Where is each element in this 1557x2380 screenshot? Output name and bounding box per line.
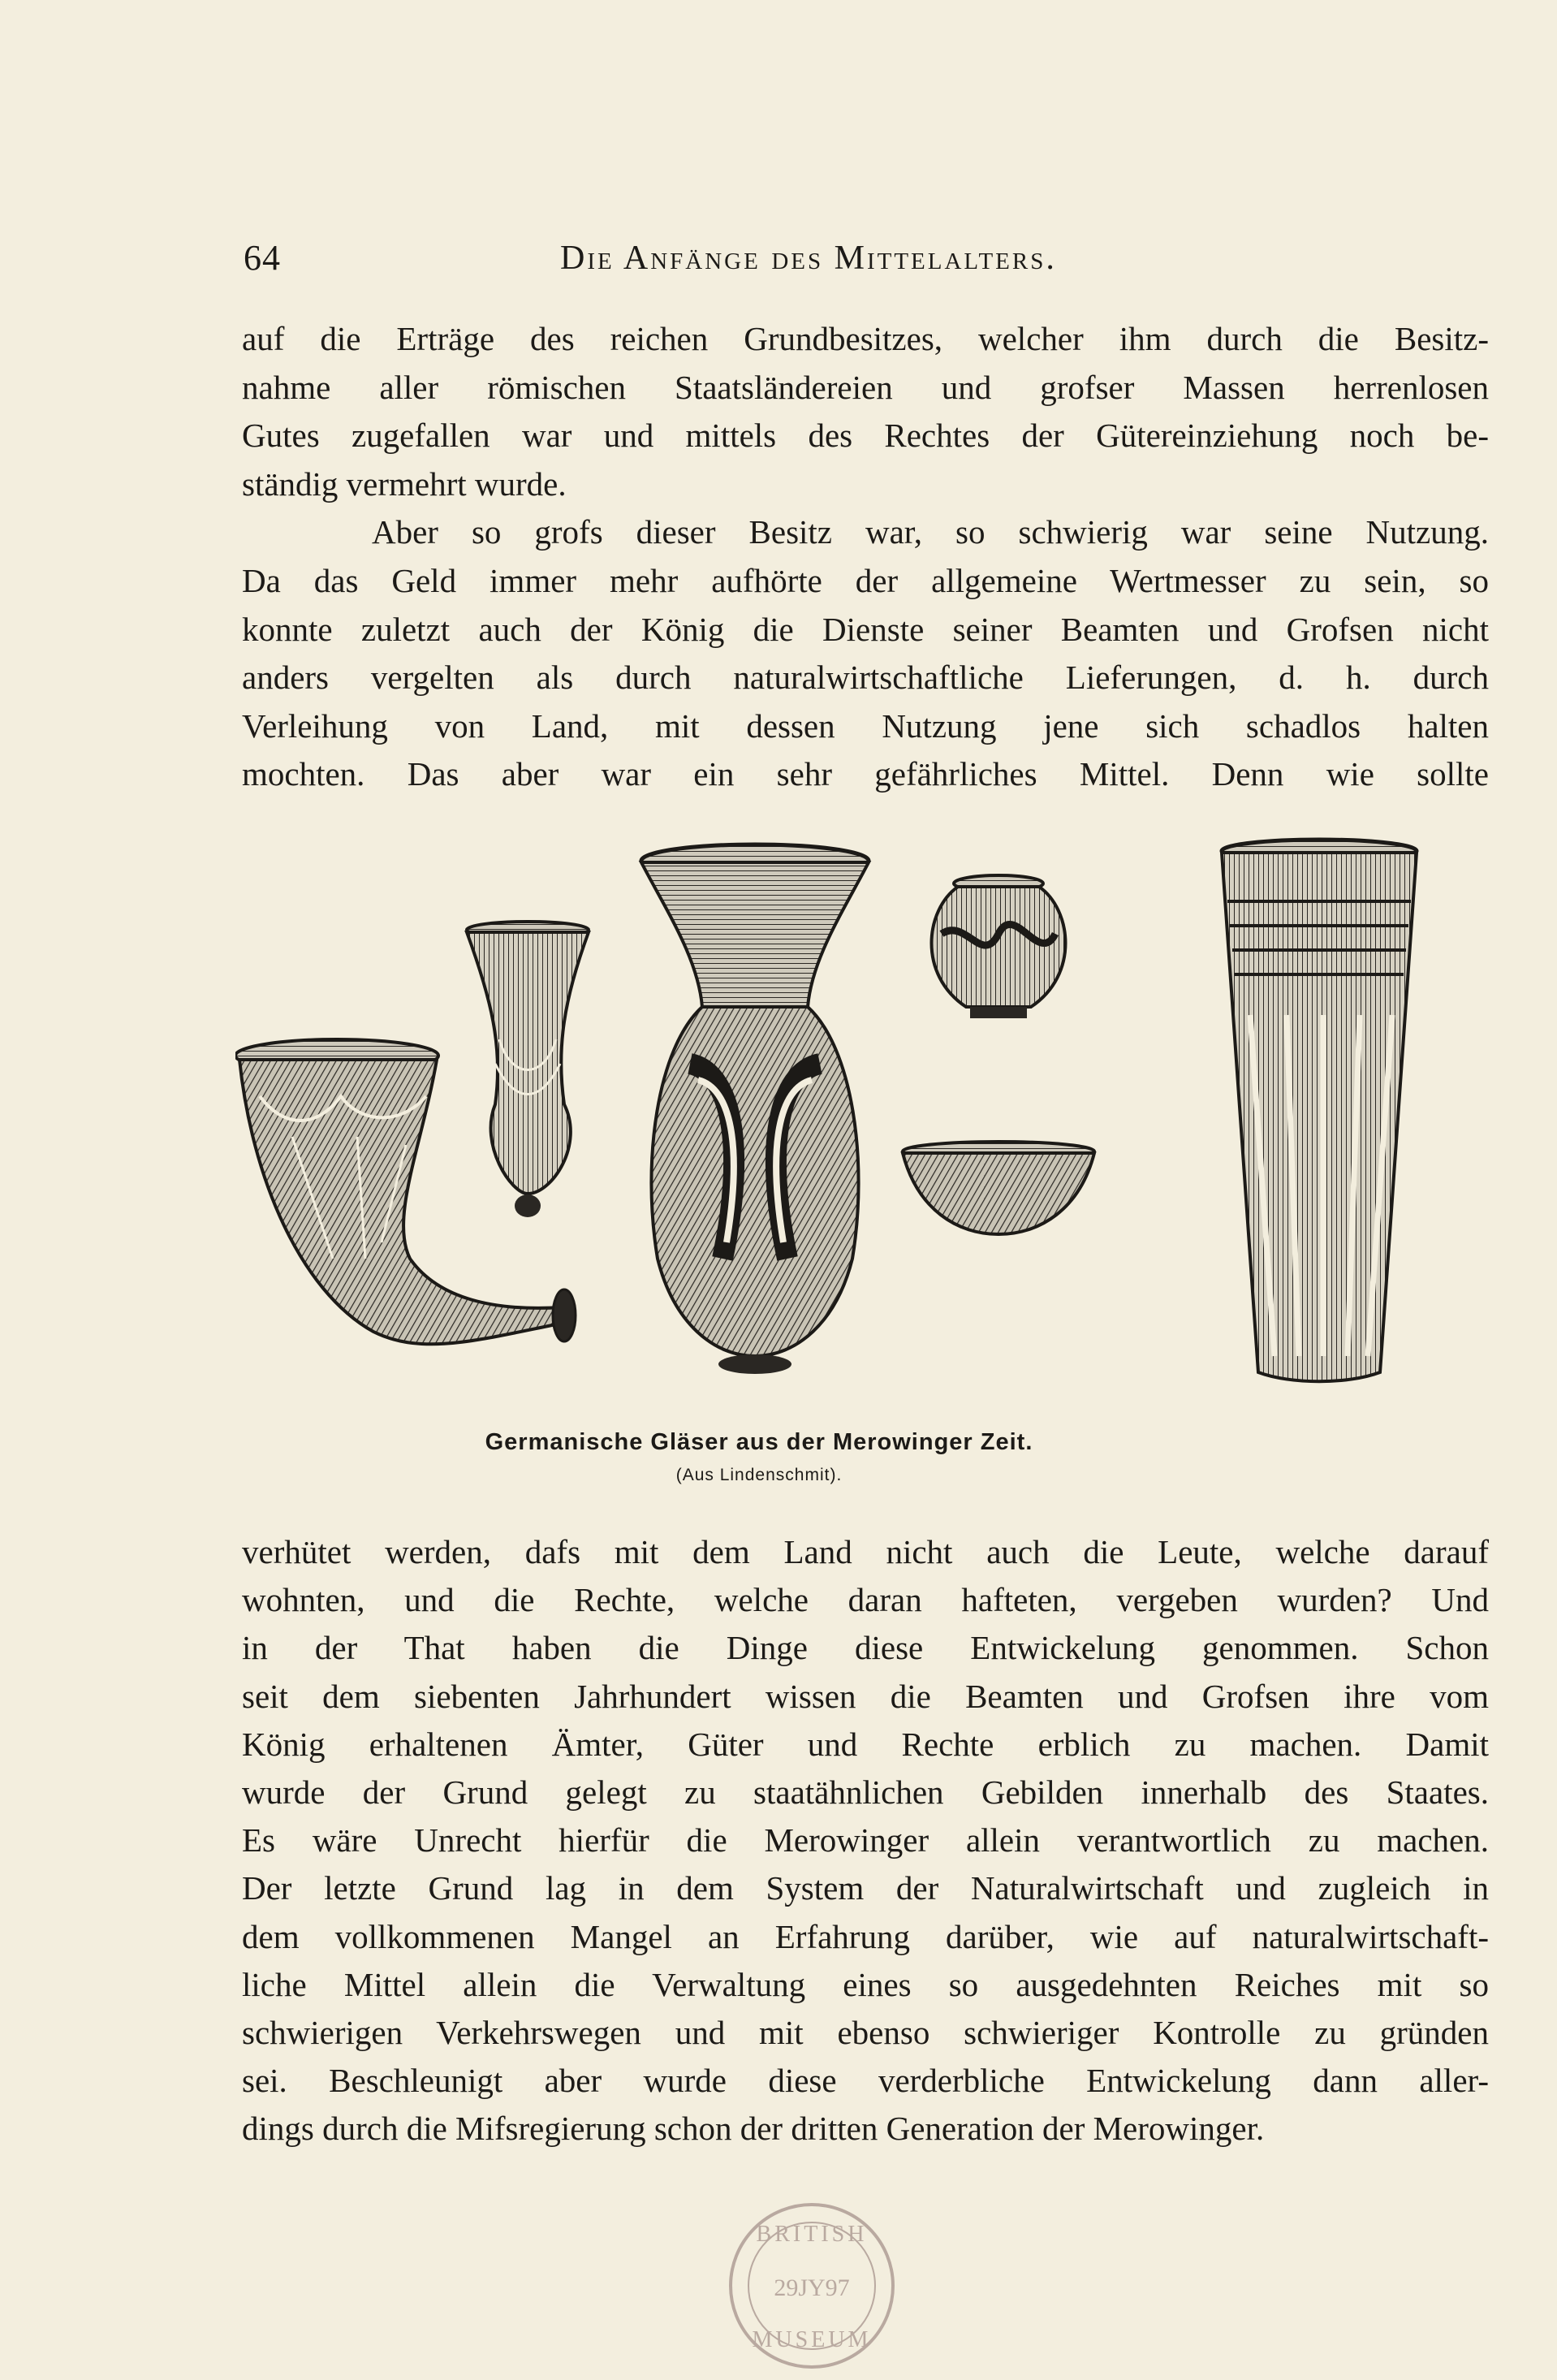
text-line: verhütet werden, dafs mit dem Land nicht auch die Leute, welche darauf — [242, 1533, 1489, 1570]
text-line: Der letzte Grund lag in dem System der Naturalwirtschaft und zugleich in — [242, 1869, 1489, 1907]
text-line: Es wäre Unrecht hierfür die Merowinger allein verantwortlich zu machen. — [242, 1821, 1489, 1860]
page-header — [244, 237, 1486, 286]
text-line: dem vollkommenen Mangel an Erfahrung darüber, wie auf naturalwirtschaft- — [242, 1917, 1489, 1955]
running-title: Die Anfänge des Mittelalters. — [560, 240, 1057, 277]
body-text-bottom — [242, 1528, 1489, 2153]
text-line: wurde der Grund gelegt zu staatähnlichen Gebilden innerhalb des Staates. — [242, 1773, 1489, 1812]
text-line: mochten. Das aber war ein sehr gefährliches Mittel. Denn wie sollte — [242, 755, 1489, 793]
glass-vessels-illustration — [235, 836, 1494, 1405]
text-line: König erhaltenen Ämter, Güter und Rechte erblich zu machen. Damit — [242, 1725, 1489, 1763]
stamp-date: 29JY97 — [774, 2274, 850, 2301]
fluted-beaker-glass — [1222, 840, 1417, 1381]
text-line: nahme aller römischen Staatsländereien und grofser Massen herrenlosen — [242, 368, 1489, 406]
shallow-bowl — [903, 1142, 1094, 1234]
text-line: Verleihung von Land, mit dessen Nutzung jene sich schadlos halten — [242, 706, 1489, 745]
text-line: wohnten, und die Rechte, welche daran hafteten, vergeben wurden? Und — [242, 1581, 1489, 1619]
stamp-bottom-text: MUSEUM — [752, 2327, 872, 2352]
caption-title: Germanische Gläser aus der Merowinger Zeit. — [485, 1429, 1033, 1455]
caption-source: (Aus Lindenschmit). — [675, 1466, 843, 1484]
stamp-top-text: BRITISH — [756, 2222, 868, 2247]
text-line: seit dem siebenten Jahrhundert wissen die Beamten und Grofsen ihre vom — [242, 1677, 1489, 1715]
text-line: schwierigen Verkehrswegen und mit ebenso schwieriger Kontrolle zu gründen — [242, 2014, 1489, 2052]
text-line: in der That haben die Dinge diese Entwickelung genommen. Schon — [242, 1629, 1489, 1667]
text-line: dings durch die Mifsregierung schon der dritten Generation der Merowinger. — [242, 2110, 1265, 2148]
figure-caption — [0, 1429, 1557, 1485]
text-line: Gutes zugefallen war und mittels des Rechtes der Gütereinziehung noch be- — [242, 417, 1489, 455]
page-number: 64 — [244, 238, 281, 278]
text-line: Aber so grofs dieser Besitz war, so schwierig war seine Nutzung. — [372, 513, 1489, 551]
library-stamp — [714, 2196, 909, 2375]
text-line: liche Mittel allein die Verwaltung eines so ausgedehnten Reiches mit so — [242, 1965, 1489, 2003]
small-decorated-cup — [932, 875, 1066, 1018]
claw-beaker-glass — [641, 844, 869, 1374]
body-text-top — [242, 315, 1489, 799]
text-line: anders vergelten als durch naturalwirtschaftliche Lieferungen, d. h. durch — [242, 659, 1489, 697]
text-line: konnte zuletzt auch der König die Dienste seiner Beamten und Grofsen nicht — [242, 610, 1489, 648]
text-line: ständig vermehrt wurde. — [242, 464, 567, 503]
text-line: Da das Geld immer mehr aufhörte der allgemeine Wertmesser zu sein, so — [242, 561, 1489, 599]
text-line: auf die Erträge des reichen Grundbesitzes, welcher ihm durch die Besitz- — [242, 320, 1489, 357]
funnel-beaker-glass — [467, 922, 589, 1217]
text-line: sei. Beschleunigt aber wurde diese verderbliche Entwickelung dann aller- — [242, 2062, 1489, 2100]
